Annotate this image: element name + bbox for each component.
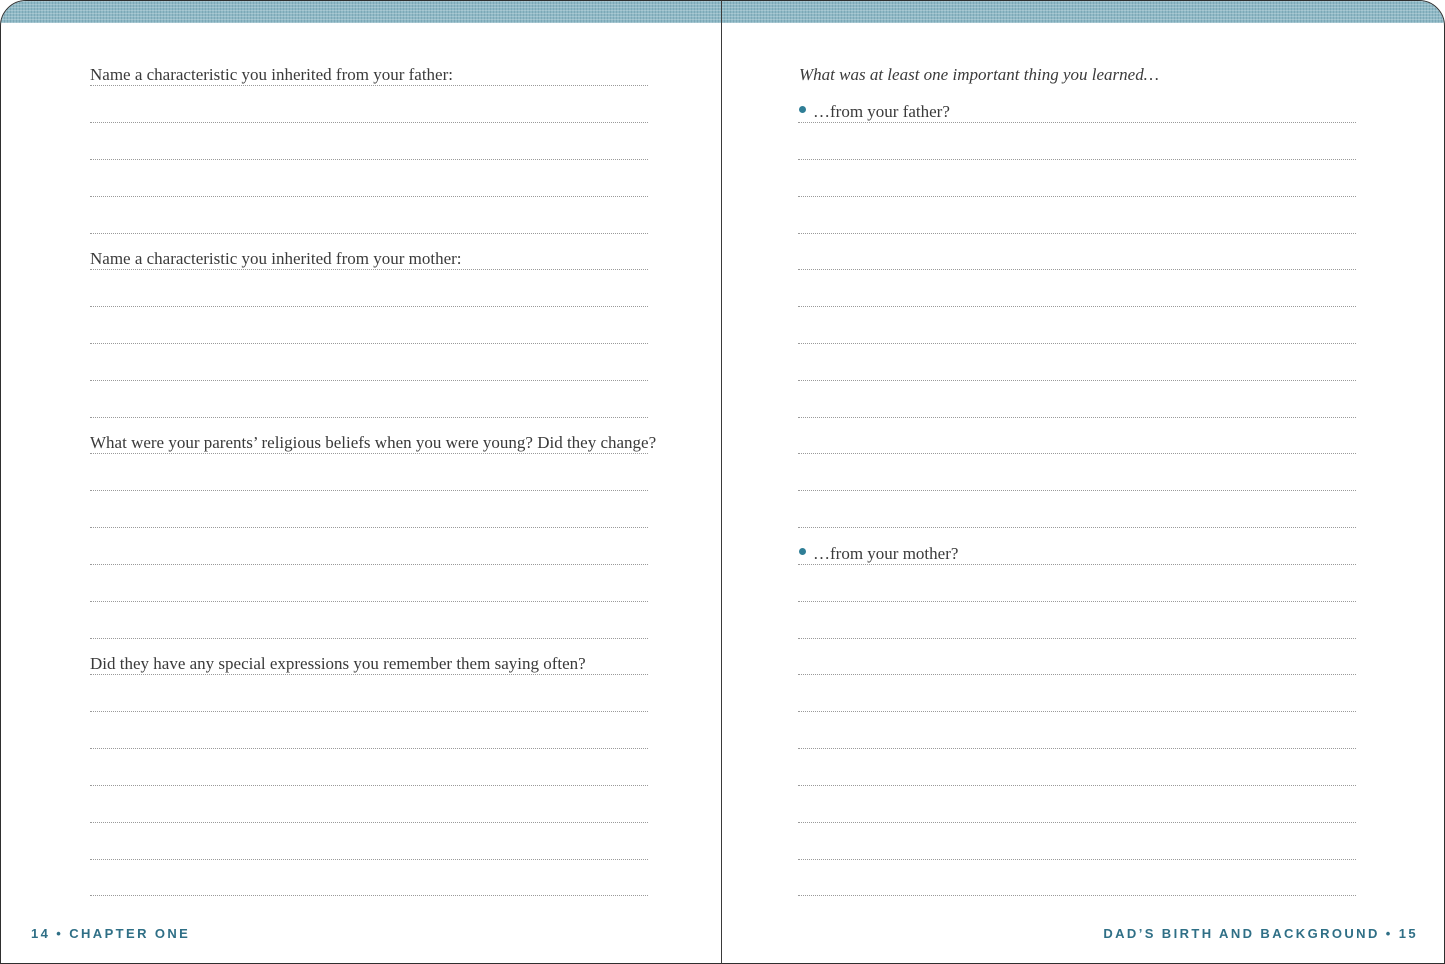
writing-line[interactable]	[798, 638, 1356, 639]
writing-line[interactable]	[90, 417, 648, 418]
writing-line[interactable]	[90, 380, 648, 381]
cloth-header-band	[1, 1, 1444, 23]
writing-line[interactable]	[90, 748, 648, 749]
writing-line[interactable]	[90, 233, 648, 234]
writing-line[interactable]	[798, 159, 1356, 160]
page-spine	[721, 0, 722, 964]
writing-line[interactable]	[798, 601, 1356, 602]
writing-line[interactable]	[90, 638, 648, 639]
writing-line[interactable]	[90, 159, 648, 160]
writing-line[interactable]	[798, 490, 1356, 491]
bullet-dot-icon	[799, 106, 806, 113]
writing-line[interactable]	[798, 196, 1356, 197]
writing-line[interactable]	[90, 859, 648, 860]
writing-line[interactable]	[798, 674, 1356, 675]
writing-line[interactable]	[798, 564, 1356, 565]
writing-line[interactable]	[90, 674, 648, 675]
writing-line[interactable]	[90, 490, 648, 491]
bullet-from-father	[799, 102, 950, 122]
writing-line[interactable]	[90, 306, 648, 307]
writing-line[interactable]	[798, 453, 1356, 454]
writing-line[interactable]	[90, 895, 648, 896]
right-page-heading: What was at least one important thing you learned…	[799, 65, 1159, 84]
writing-line[interactable]	[798, 122, 1356, 123]
writing-line[interactable]	[90, 269, 648, 270]
writing-line[interactable]	[90, 527, 648, 528]
writing-line[interactable]	[90, 122, 648, 123]
right-page-footer: DAD’S BIRTH AND BACKGROUND • 15	[1103, 926, 1418, 941]
prompt-religious-beliefs: What were your parents’ religious beliefs when you were young? Did they change?	[90, 433, 657, 452]
bullet-dot-icon	[799, 548, 806, 555]
writing-line[interactable]	[798, 785, 1356, 786]
writing-line[interactable]	[798, 711, 1356, 712]
writing-line[interactable]	[90, 343, 648, 344]
writing-line[interactable]	[798, 269, 1356, 270]
writing-line[interactable]	[798, 859, 1356, 860]
writing-line[interactable]	[90, 711, 648, 712]
writing-line[interactable]	[90, 453, 648, 454]
bullet-label: …from your mother?	[813, 544, 959, 563]
writing-line[interactable]	[798, 306, 1356, 307]
writing-line[interactable]	[90, 822, 648, 823]
writing-line[interactable]	[798, 527, 1356, 528]
writing-line[interactable]	[798, 380, 1356, 381]
writing-line[interactable]	[798, 822, 1356, 823]
writing-line[interactable]	[90, 785, 648, 786]
prompt-special-expressions: Did they have any special expressions you remember them saying often?	[90, 654, 586, 673]
bullet-from-mother	[799, 544, 958, 564]
writing-line[interactable]	[798, 748, 1356, 749]
prompt-mother-characteristic: Name a characteristic you inherited from your mother:	[90, 249, 462, 268]
writing-line[interactable]	[90, 85, 648, 86]
writing-line[interactable]	[798, 233, 1356, 234]
writing-line[interactable]	[798, 417, 1356, 418]
writing-line[interactable]	[90, 564, 648, 565]
writing-line[interactable]	[798, 343, 1356, 344]
writing-line[interactable]	[798, 895, 1356, 896]
writing-line[interactable]	[90, 601, 648, 602]
bullet-label: …from your father?	[813, 102, 950, 121]
left-page-footer: 14 • CHAPTER ONE	[31, 926, 191, 941]
prompt-father-characteristic: Name a characteristic you inherited from your father:	[90, 65, 453, 84]
writing-line[interactable]	[90, 196, 648, 197]
